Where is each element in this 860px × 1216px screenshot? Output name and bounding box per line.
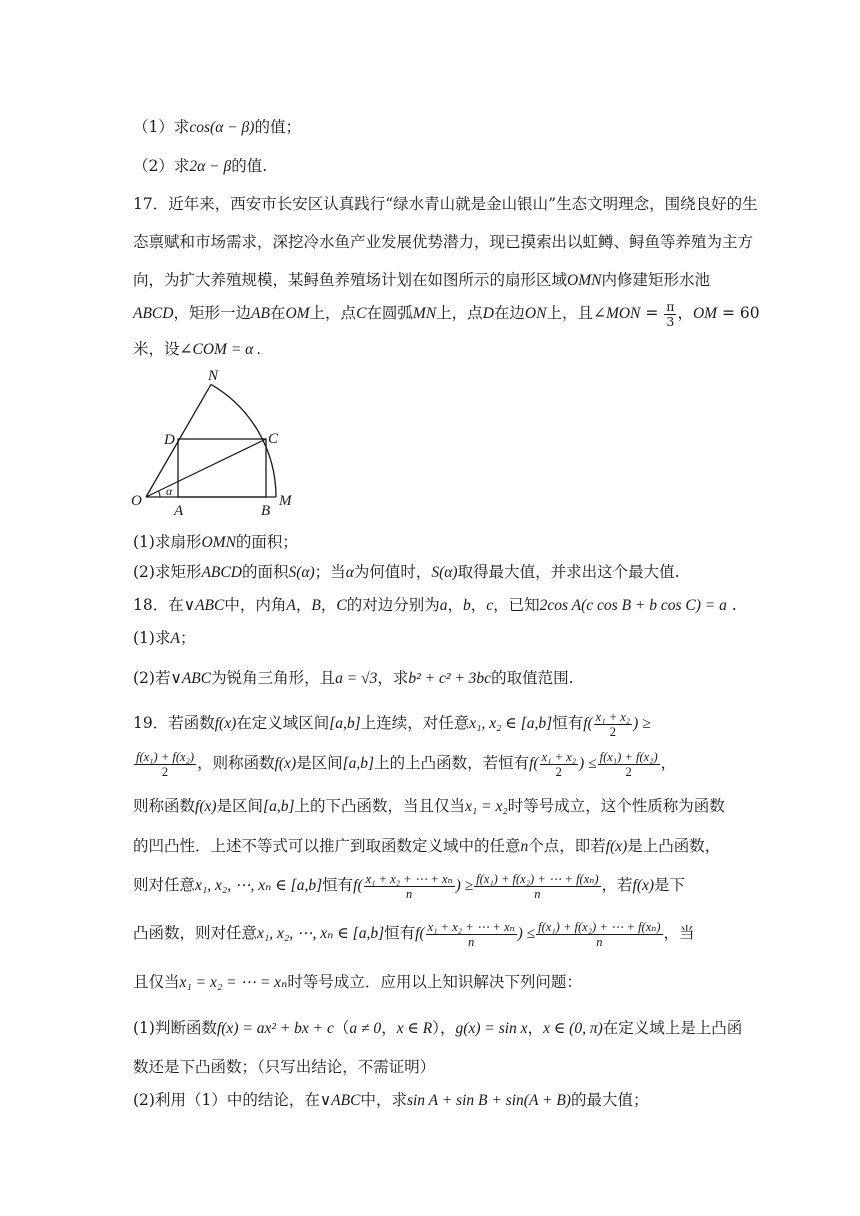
rect-abcd xyxy=(178,439,266,497)
q17-sub2: (2)求矩形ABCD的面积S(α)；当α为何值时，S(α)取得最大值，并求出这个最大值. xyxy=(133,563,680,581)
q17-line2: 态禀赋和市场需求，深挖冷水鱼产业发展优势潜力，现已摸索出以虹鳟、鲟鱼等养殖为主方 xyxy=(133,233,754,251)
label-a: A xyxy=(174,503,184,519)
q18-sub2: (2)若∨ABC为锐角三角形，且a = √3，求b² + c² + 3bc的取值范围. xyxy=(133,669,574,687)
q18-line1: 18．在∨ABC中，内角A，B，C的对边分别为a，b，c，已知2cos A(c cos B + b cos C) = a . xyxy=(133,596,737,614)
sector-figure xyxy=(128,362,308,522)
label-d: D xyxy=(164,432,175,448)
label-b: B xyxy=(261,503,271,519)
q19-line7: 且仅当x₁ = x₂ = ⋯ = xₙ时等号成立．应用以上知识解决下列问题： xyxy=(133,973,582,991)
label-alpha: α xyxy=(166,484,173,498)
label-o: O xyxy=(131,493,142,509)
q17-line3: 向，为扩大养殖规模，某鲟鱼养殖场计划在如图所示的扇形区域OMN内修建矩形水池 xyxy=(133,271,710,289)
q19-line5: 则对任意x₁, x₂, ⋯, xₙ ∈ [a,b]恒有f( $\frac{\text{x₁ + x₂ + ⋯ + xₙ}}{n}$ ) ≥ $\frac{\text{f(x₁) + f(x₂) + ⋯ + f(xₙ)}}{n}$ ，若f(x)是下 xyxy=(133,871,686,901)
q17-line1: 17．近年来，西安市长安区认真践行“绿水青山就是金山银山”生态文明理念，围绕良好的生 xyxy=(133,195,758,213)
angle-alpha-arc xyxy=(159,491,160,497)
label-m: M xyxy=(279,493,292,509)
label-c: C xyxy=(268,431,279,447)
q17-sub1: (1)求扇形OMN的面积； xyxy=(133,533,298,551)
q17-line4: ABCD，矩形一边AB在OM上，点C在圆弧MN上，点D在边ON上，且∠MON = $\frac{\pi}{3}$ ，OM = 60 xyxy=(133,298,760,329)
q19-sub1-line1: (1)判断函数f(x) = ax² + bx + c（a ≠ 0，x ∈ R），g(x) = sin x，x ∈ (0, π)在定义域上是上凸函 xyxy=(133,1019,743,1037)
q17-line5: 米，设∠COM = α . xyxy=(133,340,262,358)
label-n: N xyxy=(208,368,219,384)
q19-line2: $\frac{\text{f(x₁) + f(x₂)}}{2}$ ，则称函数f(x)是区间[a,b]上的上凸函数，若恒有f( $\frac{\text{x₁ + x₂}}{2}$ ) ≤ $\frac{\text{f(x₁) + f(x₂)}}{2}$ ， xyxy=(136,749,677,779)
q18-sub1: (1)求A； xyxy=(133,629,196,647)
q16-part1: （1）求cos(α − β)的值； xyxy=(133,118,301,136)
q19-line3: 则称函数f(x)是区间[a,b]上的下凸函数，当且仅当x₁ = x₂时等号成立，这个性质称为函数 xyxy=(133,797,725,815)
q19-sub1-line2: 数还是下凸函数；（只写出结论，不需证明） xyxy=(133,1058,436,1076)
q19-sub2: (2)利用（1）中的结论，在∨ABC中，求sin A + sin B + sin(A + B)的最大值； xyxy=(133,1091,649,1109)
q16-part2: （2）求2α − β的值. xyxy=(133,157,268,175)
q19-line4: 的凹凸性．上述不等式可以推广到取函数定义域中的任意n个点，即若f(x)是上凸函数， xyxy=(133,837,721,855)
q19-line1: 19．若函数f(x)在定义域区间[a,b]上连续，对任意x₁, x₂ ∈ [a,b]恒有f( $\frac{\text{x₁ + x₂}}{2}$ ) ≥ xyxy=(133,709,651,739)
q19-line6: 凸函数，则对任意x₁, x₂, ⋯, xₙ ∈ [a,b]恒有f( $\frac{\text{x₁ + x₂ + ⋯ + xₙ}}{n}$ ) ≤ $\frac{\text{f(x₁) + f(x₂) + ⋯ + f(xₙ)}}{n}$ ，当 xyxy=(133,919,695,949)
pi-over-3: $\frac{\pi}{3}$ xyxy=(666,298,675,329)
